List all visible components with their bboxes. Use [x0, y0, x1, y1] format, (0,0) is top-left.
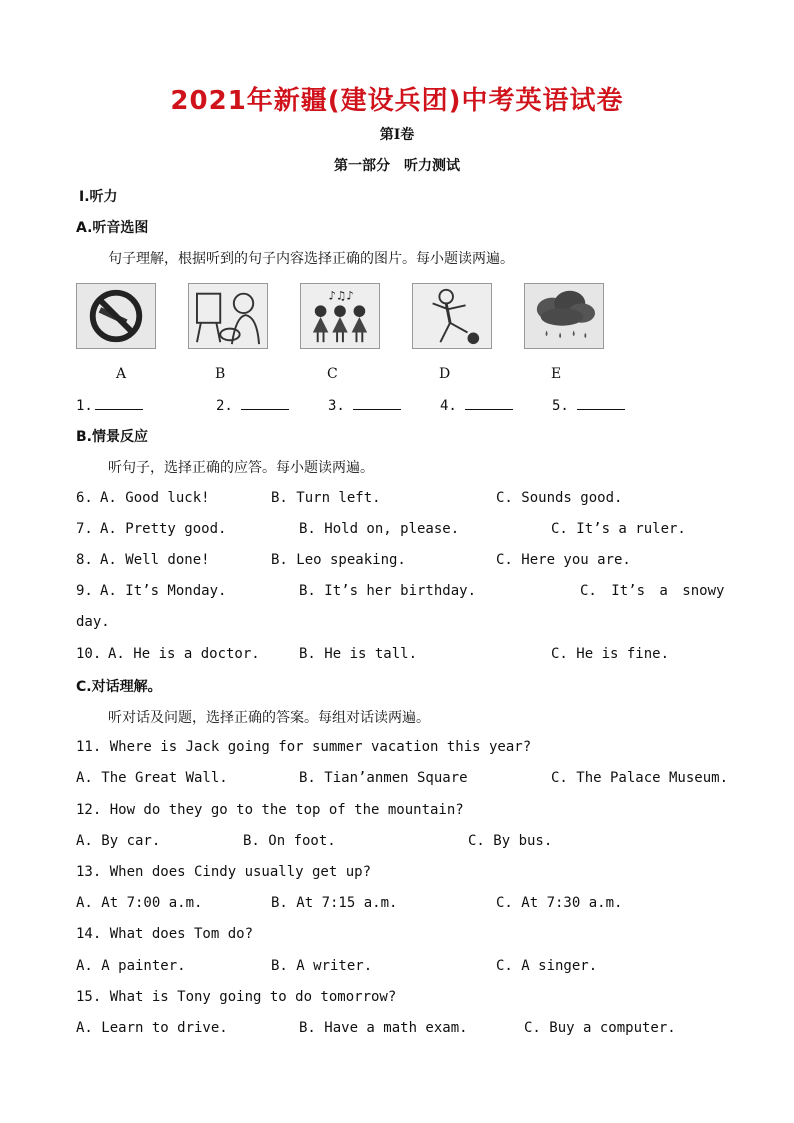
- question-number: 8.: [76, 552, 93, 568]
- option-c[interactable]: C. He is fine.: [551, 646, 670, 662]
- question-number: 6.: [76, 490, 93, 506]
- picture-label-b: B: [215, 366, 226, 382]
- question-text: 13. When does Cindy usually get up?: [76, 864, 372, 880]
- section-c-heading: C.对话理解。: [76, 679, 162, 695]
- part-heading: 第一部分 听力测试: [334, 158, 460, 174]
- question-text: 12. How do they go to the top of the mountain?: [76, 802, 464, 818]
- section-listening: Ⅰ.听力: [79, 189, 118, 205]
- option-c[interactable]: C. Sounds good.: [496, 490, 623, 506]
- option-a[interactable]: A. Pretty good.: [100, 521, 227, 537]
- question-number: 7.: [76, 521, 93, 537]
- answer-blank-3[interactable]: 3.: [328, 397, 401, 414]
- option-c[interactable]: C. Here you are.: [496, 552, 631, 568]
- section-b-heading: B.情景反应: [76, 429, 148, 445]
- option-a[interactable]: A. The Great Wall.: [76, 770, 228, 786]
- question-text: 14. What does Tom do?: [76, 926, 254, 942]
- exam-title: 2021年新疆(建设兵团)中考英语试卷: [170, 86, 624, 116]
- option-b[interactable]: B. At 7:15 a.m.: [271, 895, 398, 911]
- option-c[interactable]: C. It’s a snowy: [580, 583, 725, 599]
- answer-blank-5[interactable]: 5.: [552, 397, 625, 414]
- option-a[interactable]: A. By car.: [76, 833, 161, 849]
- answer-blank-2[interactable]: 2.: [216, 397, 289, 414]
- option-a[interactable]: A. He is a doctor.: [108, 646, 260, 662]
- option-b[interactable]: B. He is tall.: [299, 646, 418, 662]
- option-c[interactable]: C. It’s a ruler.: [551, 521, 686, 537]
- volume-heading: 第Ⅰ卷: [379, 127, 415, 143]
- picture-label-a: A: [116, 366, 127, 382]
- option-a[interactable]: A. Well done!: [100, 552, 210, 568]
- soccer-player-icon: [412, 283, 492, 349]
- option-b[interactable]: B. It’s her birthday.: [299, 583, 477, 599]
- section-a-heading: A.听音选图: [76, 220, 149, 236]
- section-b-instruction: 听句子，选择正确的应答。每小题读两遍。: [108, 460, 374, 476]
- option-b[interactable]: B. Tian’anmen Square: [299, 770, 468, 786]
- picture-label-e: E: [551, 366, 562, 382]
- picture-label-d: D: [439, 366, 451, 382]
- option-b[interactable]: B. Leo speaking.: [271, 552, 406, 568]
- picture-label-c: C: [327, 366, 338, 382]
- question-number: 9.: [76, 583, 93, 599]
- option-a[interactable]: A. It’s Monday.: [100, 583, 227, 599]
- option-b[interactable]: B. Turn left.: [271, 490, 381, 506]
- option-a[interactable]: A. Learn to drive.: [76, 1020, 228, 1036]
- option-c[interactable]: C. The Palace Museum.: [551, 770, 729, 786]
- painting-icon: [188, 283, 268, 349]
- option-c[interactable]: C. Buy a computer.: [524, 1020, 676, 1036]
- answer-blank-4[interactable]: 4.: [440, 397, 513, 414]
- section-a-instruction: 句子理解，根据听到的句子内容选择正确的图片。每小题读两遍。: [108, 251, 514, 267]
- option-b[interactable]: B. On foot.: [243, 833, 336, 849]
- question-text: 11. Where is Jack going for summer vacation this year?: [76, 739, 532, 755]
- option-c[interactable]: C. By bus.: [468, 833, 553, 849]
- option-a[interactable]: A. Good luck!: [100, 490, 210, 506]
- question-number: 10.: [76, 646, 102, 662]
- option-a[interactable]: A. A painter.: [76, 958, 186, 974]
- option-c[interactable]: C. At 7:30 a.m.: [496, 895, 623, 911]
- no-smoking-icon: [76, 283, 156, 349]
- option-c-continuation: day.: [76, 614, 110, 630]
- option-b[interactable]: B. Hold on, please.: [299, 521, 460, 537]
- rain-cloud-icon: [524, 283, 604, 349]
- answer-blank-1[interactable]: 1.: [76, 397, 143, 414]
- svg-text:♪♫♪: ♪♫♪: [328, 288, 354, 303]
- section-c-instruction: 听对话及问题，选择正确的答案。每组对话读两遍。: [108, 710, 430, 726]
- option-b[interactable]: B. A writer.: [271, 958, 373, 974]
- option-c[interactable]: C. A singer.: [496, 958, 598, 974]
- question-text: 15. What is Tony going to do tomorrow?: [76, 989, 397, 1005]
- option-b[interactable]: B. Have a math exam.: [299, 1020, 468, 1036]
- option-a[interactable]: A. At 7:00 a.m.: [76, 895, 203, 911]
- singing-children-icon: [300, 283, 380, 349]
